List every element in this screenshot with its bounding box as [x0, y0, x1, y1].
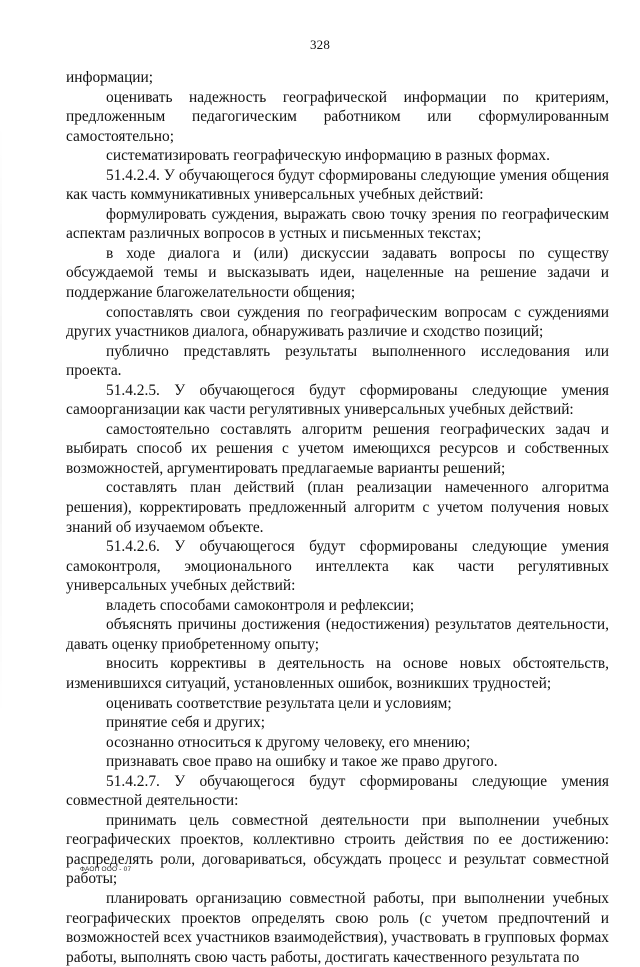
paragraph: публично представлять результаты выполненного исследования или проекта. — [66, 342, 609, 380]
paragraph: оценивать соответствие результата цели и условиям; — [106, 694, 452, 712]
paragraph: объяснять причины достижения (недостижения) результатов деятельности, давать оценку приобретенному опыту; — [66, 616, 609, 653]
paragraph: систематизировать географическую информацию в разных формах. — [106, 147, 550, 165]
paragraph: информации; — [66, 69, 154, 86]
scan-edge-shadow — [0, 120, 2, 720]
footer-document-code: ФАОП ООО - 07 — [80, 866, 132, 873]
section-paragraph: 51.4.2.5. У обучающегося будут сформированы следующие умения самоорганизации как части регулятивных универсальных учебных действий: — [66, 381, 609, 419]
page-number: 328 — [309, 37, 331, 52]
section-paragraph: 51.4.2.7. У обучающегося будут сформированы следующие умения совместной деятельности: — [66, 772, 609, 810]
document-body — [66, 68, 609, 967]
paragraph: владеть способами самоконтроля и рефлексии; — [106, 596, 415, 614]
paragraph: принятие себя и других; — [106, 714, 265, 732]
paragraph: планировать организацию совместной работы, при выполнении учебных географических проектов определять свою роль (с учетом предпочтений и возможностей всех участников взаимодействия), участвовать в групповых формах работы, выполнять свою часть работы, достигать качественного результата по — [66, 889, 609, 966]
paragraph: формулировать суждения, выражать свою точку зрения по географическим аспектам различных вопросов в устных и письменных текстах; — [66, 205, 609, 243]
paragraph: признавать свое право на ошибку и такое же право другого. — [106, 753, 498, 771]
paragraph: вносить коррективы в деятельность на основе новых обстоятельств, изменившихся ситуаций, установленных ошибок, возникших трудностей; — [66, 655, 609, 692]
paragraph: оценивать надежность географической информации по критериям, предложенным педагогическим работником или сформулированным самостоятельно; — [66, 88, 609, 145]
paragraph: самостоятельно составлять алгоритм решения географических задач и выбирать способ их решения с учетом имеющихся ресурсов и собственных возможностей, аргументировать предлагаемые варианты решений; — [66, 420, 609, 477]
section-paragraph: 51.4.2.6. У обучающегося будут сформированы следующие умения самоконтроля, эмоционального интеллекта как части регулятивных универсальных учебных действий: — [66, 538, 609, 595]
paragraph: в ходе диалога и (или) дискуссии задавать вопросы по существу обсуждаемой темы и высказывать идеи, нацеленные на решение задачи и поддержание благожелательности общения; — [66, 244, 609, 302]
paragraph: принимать цель совместной деятельности при выполнении учебных географических проектов, коллективно строить действия по ее достижению: распределять роли, договариваться, обсуждать процесс и результат совместной работы; — [66, 811, 609, 888]
paragraph: сопоставлять свои суждения по географическим вопросам с суждениями других участников диалога, обнаруживать различие и сходство позиций; — [66, 303, 609, 341]
paragraph: составлять план действий (план реализации намеченного алгоритма решения), корректировать предложенный алгоритм с учетом получения новых знаний об изучаемом объекте. — [66, 479, 609, 536]
paragraph: осознанно относиться к другому человеку, его мнению; — [106, 733, 471, 751]
section-paragraph: 51.4.2.4. У обучающегося будут сформированы следующие умения общения как часть коммуникативных универсальных учебных действий: — [66, 166, 609, 204]
